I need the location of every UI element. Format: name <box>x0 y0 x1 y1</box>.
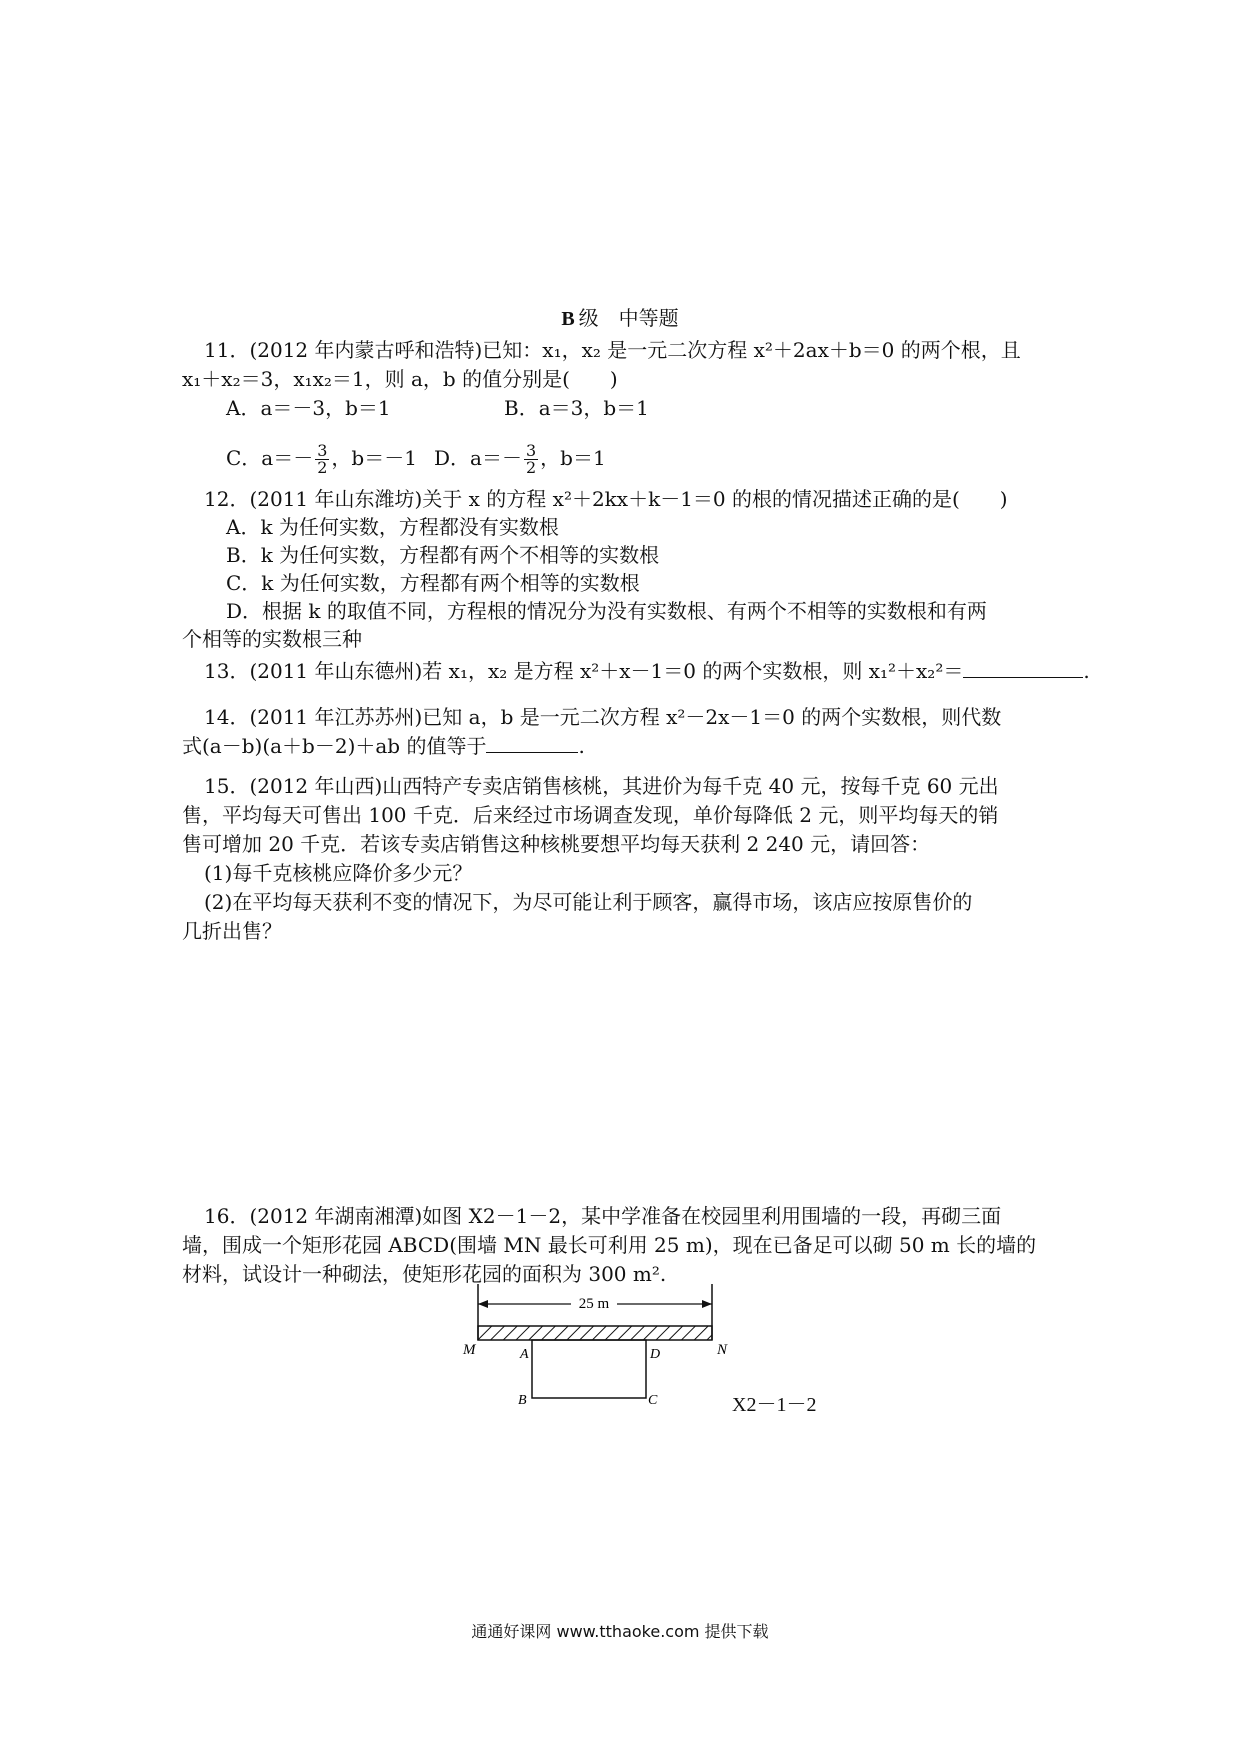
q15-line3: 售可增加 20 千克．若该专卖店销售这种核桃要想平均每天获利 2 240 元，请回答： <box>182 832 931 856</box>
label-c: C <box>648 1393 658 1408</box>
dim-arrow-right <box>702 1300 712 1308</box>
q11-line1: 11．(2012 年内蒙古呼和浩特)已知：x₁，x₂ 是一元二次方程 x²＋2ax＋b＝0 的两个根，且 <box>204 338 1021 362</box>
label-d: D <box>650 1347 661 1362</box>
q12-option-a: A．k 为任何实数，方程都没有实数根 <box>226 515 559 539</box>
label-m: M <box>463 1342 476 1358</box>
figure-caption: X2－1－2 <box>732 1394 817 1416</box>
q11-option-a: A．a＝－3，b＝1 <box>226 396 391 420</box>
q11-option-c-prefix: C．a＝－ <box>226 446 314 470</box>
q11-option-c-denominator: 2 <box>317 458 328 477</box>
q11-option-c-fraction <box>315 443 329 476</box>
q11-option-c <box>226 438 417 478</box>
label-n: N <box>717 1342 728 1358</box>
q11-option-d-denominator: 2 <box>525 458 537 477</box>
q12-option-d-line2: 个相等的实数根三种 <box>182 627 362 651</box>
q13-line <box>204 659 1090 683</box>
q11-line2: x₁＋x₂＝3，x₁x₂＝1，则 a，b 的值分别是( ) <box>182 367 618 391</box>
label-b: B <box>518 1393 527 1408</box>
q11-option-d-fraction <box>524 443 538 476</box>
q11-option-c-numerator: 3 <box>317 441 328 460</box>
q11-option-d <box>434 438 606 478</box>
q11-option-c-suffix: ，b＝－1 <box>331 446 417 470</box>
dim-arrow-left <box>478 1300 488 1308</box>
q14-end: . <box>578 734 585 758</box>
section-title <box>0 302 1240 331</box>
section-level: B <box>561 308 575 330</box>
garden-rectangle <box>532 1340 646 1398</box>
q15-sub1: (1)每千克核桃应降价多少元？ <box>204 861 473 885</box>
q16-line3: 材料，试设计一种砌法，使矩形花园的面积为 300 m². <box>182 1262 667 1286</box>
q16-line2: 墙，围成一个矩形花园 ABCD(围墙 MN 最长可利用 25 m)，现在已备足可以砌 50 m 长的墙的 <box>182 1233 1037 1257</box>
q11-option-b: B．a＝3，b＝1 <box>504 396 649 420</box>
q15-sub2-line2: 几折出售？ <box>182 919 282 943</box>
q14-answer-blank[interactable] <box>486 734 578 753</box>
q12-option-d-line1: D．根据 k 的取值不同，方程根的情况分为没有实数根、有两个不相等的实数根和有两 <box>226 599 987 623</box>
q11-option-d-prefix: D．a＝－ <box>434 446 522 470</box>
q16-line1: 16．(2012 年湖南湘潭)如图 X2－1－2，某中学准备在校园里利用围墙的一段，再砌三面 <box>204 1204 1002 1228</box>
section-name: 级 中等题 <box>578 306 679 330</box>
q14-line2 <box>182 734 585 758</box>
q15-line2: 售，平均每天可售出 100 千克．后来经过市场调查发现，单价每降低 2 元，则平均每天的销 <box>182 803 999 827</box>
q11-option-d-numerator: 3 <box>525 441 537 460</box>
q15-sub2-line1: (2)在平均每天获利不变的情况下，为尽可能让利于顾客，赢得市场，该店应按原售价的 <box>204 890 973 914</box>
q13-answer-blank[interactable] <box>963 659 1083 678</box>
garden-figure <box>448 1280 748 1410</box>
q11-option-d-suffix: ，b＝1 <box>540 446 606 470</box>
q12-stem: 12．(2011 年山东潍坊)关于 x 的方程 x²＋2kx＋k－1＝0 的根的情况描述正确的是( ) <box>204 487 1008 511</box>
q12-option-b: B．k 为任何实数，方程都有两个不相等的实数根 <box>226 543 660 567</box>
label-a: A <box>520 1347 529 1362</box>
q13-end: . <box>1083 659 1090 683</box>
q14-text: 式(a－b)(a＋b－2)＋ab 的值等于 <box>182 734 487 758</box>
q12-option-c: C．k 为任何实数，方程都有两个相等的实数根 <box>226 571 640 595</box>
wall-mn <box>478 1326 712 1340</box>
footer-credit: 通通好课网 www.tthaoke.com 提供下载 <box>471 1622 769 1641</box>
q13-text: 13．(2011 年山东德州)若 x₁，x₂ 是方程 x²＋x－1＝0 的两个实数根，则 x₁²＋x₂²＝ <box>204 659 964 683</box>
length-label: 25 m <box>578 1296 610 1312</box>
q15-line1: 15．(2012 年山西)山西特产专卖店销售核桃，其进价为每千克 40 元，按每千克 60 元出 <box>204 774 999 798</box>
q14-line1: 14．(2011 年江苏苏州)已知 a，b 是一元二次方程 x²－2x－1＝0 的两个实数根，则代数 <box>204 705 1002 729</box>
